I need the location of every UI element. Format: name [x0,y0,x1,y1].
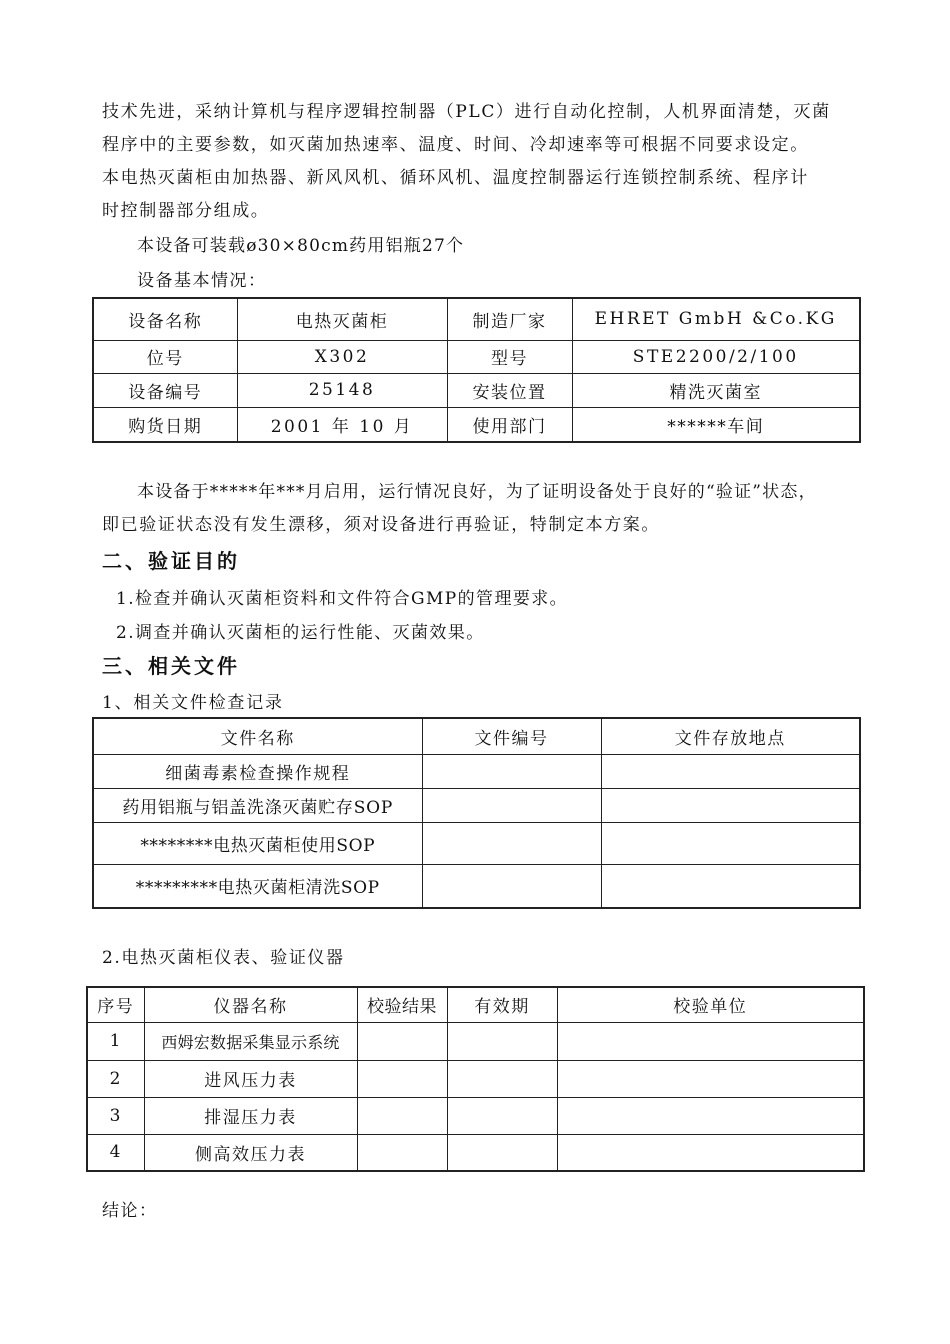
table-cell: 使用部门 [447,407,572,442]
intro-paragraph [102,96,862,228]
table-cell [557,1097,864,1134]
table-cell: 购货日期 [93,407,237,442]
table-row [93,407,860,442]
table-header-row [93,718,860,754]
status-line: 本设备于*****年***月启用，运行情况良好，为了证明设备处于良好的“验证”状态， [137,482,817,502]
table-header-cell: 仪器名称 [144,987,357,1022]
conclusion-label: 结论： [102,1201,158,1221]
table-row [93,864,860,908]
table-row [87,1134,864,1171]
table-cell: 2 [87,1060,144,1097]
table-header-cell: 校验结果 [357,987,447,1022]
table-cell: ********电热灭菌柜使用SOP [93,822,422,864]
table-row [93,788,860,822]
table-cell: 设备名称 [93,298,237,340]
table-cell: *********电热灭菌柜清洗SOP [93,864,422,908]
table-cell: 细菌毒素检查操作规程 [93,754,422,788]
table-cell: 排湿压力表 [144,1097,357,1134]
table-row [93,754,860,788]
table-cell: 4 [87,1134,144,1171]
table-cell: 2001 年 10 月 [237,407,447,442]
table-cell: 3 [87,1097,144,1134]
table-cell [422,754,601,788]
basic-info-label: 设备基本情况： [137,271,267,291]
table-cell [357,1097,447,1134]
table-cell [357,1060,447,1097]
table-cell [357,1134,447,1171]
status-paragraph [102,476,862,542]
equipment-table [92,297,861,443]
table-header-cell: 文件编号 [422,718,601,754]
table-cell [557,1060,864,1097]
intro-line: 技术先进，采纳计算机与程序逻辑控制器（PLC）进行自动化控制，人机界面清楚，灭菌 [102,102,831,122]
table-cell: EHRET GmbH &Co.KG [572,298,860,340]
table-cell [422,822,601,864]
intro-line: 本电热灭菌柜由加热器、新风风机、循环风机、温度控制器运行连锁控制系统、程序计 [102,168,809,188]
table-cell [557,1134,864,1171]
instruments-table [86,986,865,1172]
table-cell [422,864,601,908]
section2-item: 1.检查并确认灭菌柜资料和文件符合GMP的管理要求。 [116,589,569,609]
table-header-cell: 文件存放地点 [601,718,860,754]
table-row [93,822,860,864]
table-cell: 位号 [93,340,237,373]
table-cell [447,1060,557,1097]
table-cell: 西姆宏数据采集显示系统 [144,1022,357,1060]
table-row [93,373,860,407]
section3-title: 三、相关文件 [102,654,240,678]
table-header-cell: 文件名称 [93,718,422,754]
table-row [87,1060,864,1097]
table-cell [447,1097,557,1134]
table-cell: 精洗灭菌室 [572,373,860,407]
section3-sub2-title: 2.电热灭菌柜仪表、验证仪器 [102,948,345,968]
table-header-cell: 序号 [87,987,144,1022]
table-header-cell: 有效期 [447,987,557,1022]
table-cell: 电热灭菌柜 [237,298,447,340]
intro-line: 时控制器部分组成。 [102,201,270,221]
table-cell [357,1022,447,1060]
table-cell: 设备编号 [93,373,237,407]
section3-sub1-title: 1、相关文件检查记录 [102,693,284,713]
table-cell: 1 [87,1022,144,1060]
section2-item: 2.调查并确认灭菌柜的运行性能、灭菌效果。 [116,623,485,643]
documents-table [92,717,861,909]
table-cell: STE2200/2/100 [572,340,860,373]
table-cell [601,864,860,908]
table-cell [447,1022,557,1060]
table-cell [422,788,601,822]
table-header-cell: 校验单位 [557,987,864,1022]
table-row [87,1097,864,1134]
table-row [93,298,860,340]
table-cell: 25148 [237,373,447,407]
table-cell [447,1134,557,1171]
table-cell: 制造厂家 [447,298,572,340]
section2-title: 二、验证目的 [102,549,240,573]
table-cell: 进风压力表 [144,1060,357,1097]
table-cell [601,754,860,788]
table-cell: ******车间 [572,407,860,442]
intro-line: 程序中的主要参数，如灭菌加热速率、温度、时间、冷却速率等可根据不同要求设定。 [102,135,809,155]
table-cell [601,822,860,864]
table-cell: 侧高效压力表 [144,1134,357,1171]
table-cell: 药用铝瓶与铝盖洗涤灭菌贮存SOP [93,788,422,822]
capacity-text: 本设备可装载ø30×80cm药用铝瓶27个 [137,236,465,256]
table-header-row [87,987,864,1022]
table-cell: 型号 [447,340,572,373]
table-row [93,340,860,373]
table-cell: X302 [237,340,447,373]
table-cell: 安装位置 [447,373,572,407]
status-line: 即已验证状态没有发生漂移，须对设备进行再验证，特制定本方案。 [102,515,660,535]
table-cell [557,1022,864,1060]
table-cell [601,788,860,822]
table-row [87,1022,864,1060]
